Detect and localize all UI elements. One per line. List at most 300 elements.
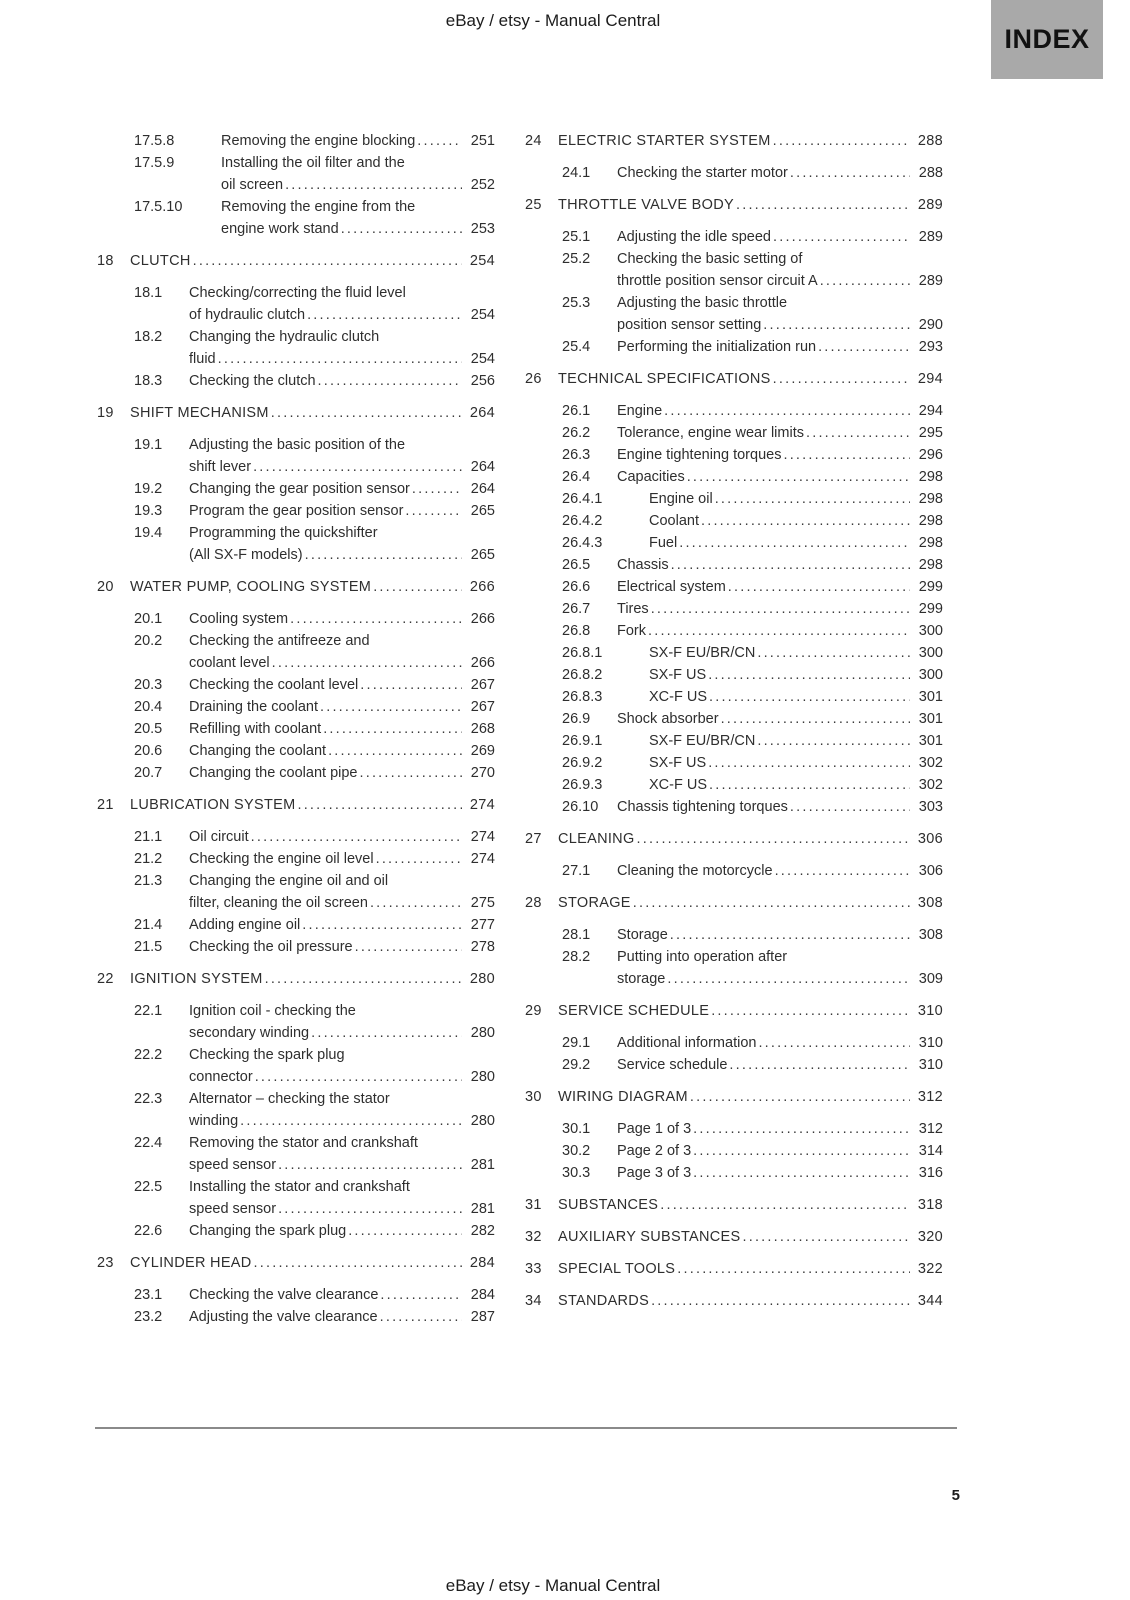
toc-entry-last-line (189, 1022, 495, 1044)
toc-entry-page: 294 (917, 371, 943, 387)
toc-entry-number: 26.2 (562, 425, 591, 441)
toc-entry-body (649, 488, 943, 510)
toc-entry-22-6 (97, 1220, 495, 1242)
toc-entry-page: 267 (470, 677, 495, 693)
dot-leader (806, 422, 910, 444)
toc-entry-number: 22.6 (134, 1223, 163, 1239)
toc-entry-body (617, 248, 943, 292)
index-badge: INDEX (991, 0, 1103, 79)
toc-entry-number: 26.1 (562, 403, 591, 419)
toc-entry-page: 253 (470, 221, 495, 237)
toc-entry-body (617, 226, 943, 248)
toc-entry-body (221, 130, 495, 152)
toc-entry-body (617, 1118, 943, 1140)
toc-entry-title: Cooling system (189, 611, 289, 627)
toc-entry-26-2 (525, 422, 943, 444)
dot-leader (271, 402, 462, 424)
toc-entry-number: 29.2 (562, 1057, 591, 1073)
toc-entry-page: 303 (918, 799, 943, 815)
toc-entry-body (189, 478, 495, 500)
toc-entry-title: Page 3 of 3 (617, 1165, 692, 1181)
toc-entry-title: Adjusting the idle speed (617, 229, 771, 245)
dot-leader (709, 686, 910, 708)
toc-entry-last-line (221, 130, 495, 152)
toc-entry-27-1 (525, 860, 943, 882)
toc-entry-body (221, 152, 495, 196)
toc-entry-26-9 (525, 708, 943, 730)
toc-entry-page: 254 (469, 253, 495, 269)
toc-entry-title: CLEANING (558, 831, 635, 847)
toc-entry-last-line (649, 686, 943, 708)
toc-entry-body (189, 696, 495, 718)
toc-entry-page: 302 (918, 755, 943, 771)
toc-entry-number: 30.1 (562, 1121, 591, 1137)
toc-entry-page: 270 (470, 765, 495, 781)
toc-entry-number: 26.4.2 (562, 513, 603, 529)
toc-entry-body (558, 1258, 943, 1280)
toc-entry-page: 298 (918, 557, 943, 573)
toc-entry-title: THROTTLE VALVE BODY (558, 197, 734, 213)
toc-entry-last-line (617, 162, 943, 184)
toc-entry-body (189, 1000, 495, 1044)
toc-entry-title-line: Alternator – checking the stator (189, 1091, 390, 1107)
toc-entry-body (558, 368, 943, 390)
toc-entry-last-line (617, 860, 943, 882)
toc-entry-title-line: Programming the quickshifter (189, 525, 378, 541)
toc-entry-number: 34 (525, 1293, 542, 1309)
toc-entry-last-line (189, 740, 495, 762)
toc-entry-title: XC-F US (649, 777, 707, 793)
dot-leader (773, 130, 910, 152)
toc-entry-title: Performing the initialization run (617, 339, 817, 355)
toc-entry-23-1 (97, 1284, 495, 1306)
toc-entry-last-line (558, 1226, 943, 1248)
toc-entry-page: 288 (917, 133, 943, 149)
toc-entry-number: 30.3 (562, 1165, 591, 1181)
toc-entry-page: 266 (470, 611, 495, 627)
toc-entry-number: 33 (525, 1261, 542, 1277)
dot-leader (637, 828, 910, 850)
toc-entry-title: Changing the gear position sensor (189, 481, 410, 497)
toc-entry-last-line (617, 422, 943, 444)
toc-entry-number: 21 (97, 797, 114, 813)
toc-chapter-23 (97, 1252, 495, 1274)
toc-entry-page: 278 (470, 939, 495, 955)
toc-entry-page: 316 (918, 1165, 943, 1181)
toc-entry-number: 21.5 (134, 939, 163, 955)
toc-entry-page: 314 (918, 1143, 943, 1159)
toc-chapter-27 (525, 828, 943, 850)
toc-entry-page: 289 (918, 229, 943, 245)
toc-entry-title: Engine tightening torques (617, 447, 782, 463)
toc-entry-title: AUXILIARY SUBSTANCES (558, 1229, 741, 1245)
toc-entry-title: SHIFT MECHANISM (130, 405, 269, 421)
toc-entry-number: 20 (97, 579, 114, 595)
toc-entry-29-1 (525, 1032, 943, 1054)
page-header-title: eBay / etsy - Manual Central (445, 11, 661, 30)
toc-entry-last-line (189, 762, 495, 784)
toc-entry-body (617, 946, 943, 990)
toc-entry-body (649, 642, 943, 664)
dot-leader (255, 1066, 462, 1088)
toc-entry-26-4-3 (525, 532, 943, 554)
toc-entry-25-4 (525, 336, 943, 358)
toc-entry-last-line (617, 554, 943, 576)
dot-leader (763, 314, 910, 336)
toc-entry-number: 20.4 (134, 699, 163, 715)
toc-entry-title: Removing the engine blocking (221, 133, 416, 149)
toc-entry-30-1 (525, 1118, 943, 1140)
toc-entry-last-line (617, 270, 943, 292)
toc-entry-title: Shock absorber (617, 711, 719, 727)
dot-leader (820, 270, 910, 292)
toc-entry-title: connector (189, 1069, 253, 1085)
toc-entry-21-4 (97, 914, 495, 936)
toc-entry-28-2 (525, 946, 943, 990)
toc-entry-body (617, 576, 943, 598)
toc-entry-page: 301 (918, 711, 943, 727)
toc-entry-number: 19.2 (134, 481, 163, 497)
toc-entry-page: 266 (470, 655, 495, 671)
toc-entry-body (189, 936, 495, 958)
dot-leader (818, 336, 910, 358)
dot-leader (370, 892, 462, 914)
toc-entry-number: 30 (525, 1089, 542, 1105)
toc-entry-body (617, 466, 943, 488)
toc-entry-30-2 (525, 1140, 943, 1162)
toc-entry-body (649, 730, 943, 752)
dot-leader (412, 478, 462, 500)
dot-leader (775, 860, 910, 882)
toc-entry-page: 266 (469, 579, 495, 595)
toc-entry-body (130, 968, 495, 990)
toc-entry-number: 22.3 (134, 1091, 163, 1107)
toc-entry-page: 280 (469, 971, 495, 987)
toc-entry-body (189, 870, 495, 914)
toc-entry-last-line (617, 1054, 943, 1076)
toc-entry-page: 306 (918, 863, 943, 879)
toc-chapter-18 (97, 250, 495, 272)
toc-entry-last-line (649, 510, 943, 532)
toc-entry-body (189, 1284, 495, 1306)
toc-entry-body (189, 630, 495, 674)
toc-entry-title-line: Adjusting the basic throttle (617, 295, 788, 311)
toc-entry-title: Changing the spark plug (189, 1223, 347, 1239)
toc-entry-body (558, 1086, 943, 1108)
toc-entry-page: 265 (470, 547, 495, 563)
toc-entry-page: 256 (470, 373, 495, 389)
toc-entry-page: 284 (470, 1287, 495, 1303)
toc-entry-last-line (558, 1290, 943, 1312)
toc-entry-last-line (221, 174, 495, 196)
dot-leader (278, 1198, 462, 1220)
toc-column-right (525, 130, 943, 1322)
toc-entry-page: 299 (918, 579, 943, 595)
dot-leader (360, 762, 463, 784)
dot-leader (651, 1290, 910, 1312)
dot-leader (693, 1118, 910, 1140)
toc-entry-last-line (617, 1140, 943, 1162)
toc-entry-number: 26 (525, 371, 542, 387)
toc-chapter-30 (525, 1086, 943, 1108)
toc-entry-page: 251 (470, 133, 495, 149)
toc-entry-number: 27 (525, 831, 542, 847)
toc-entry-last-line (130, 576, 495, 598)
toc-entry-title-line: Ignition coil - checking the (189, 1003, 356, 1019)
toc-entry-page: 344 (917, 1293, 943, 1309)
toc-entry-body (189, 434, 495, 478)
dot-leader (721, 708, 910, 730)
toc-entry-page: 254 (470, 307, 495, 323)
toc-entry-title: (All SX-F models) (189, 547, 303, 563)
dot-leader (670, 924, 910, 946)
toc-entry-last-line (189, 544, 495, 566)
toc-entry-number: 23.2 (134, 1309, 163, 1325)
toc-entry-last-line (617, 620, 943, 642)
toc-chapter-25 (525, 194, 943, 216)
dot-leader (311, 1022, 462, 1044)
toc-entry-title: STORAGE (558, 895, 631, 911)
toc-entry-body (649, 510, 943, 532)
toc-entry-last-line (189, 456, 495, 478)
toc-entry-page: 290 (918, 317, 943, 333)
toc-entry-title: TECHNICAL SPECIFICATIONS (558, 371, 771, 387)
toc-entry-number: 22.4 (134, 1135, 163, 1151)
toc-entry-number: 30.2 (562, 1143, 591, 1159)
toc-entry-title: Chassis tightening torques (617, 799, 788, 815)
toc-entry-title: speed sensor (189, 1201, 277, 1217)
toc-entry-page: 299 (918, 601, 943, 617)
toc-entry-title: Adjusting the valve clearance (189, 1309, 378, 1325)
toc-entry-number: 21.1 (134, 829, 163, 845)
dot-leader (253, 456, 462, 478)
toc-entry-title: Engine (617, 403, 663, 419)
dot-leader (251, 826, 462, 848)
toc-entry-page: 264 (470, 459, 495, 475)
toc-entry-title: CYLINDER HEAD (130, 1255, 252, 1271)
dot-leader (328, 740, 462, 762)
dot-leader (348, 1220, 462, 1242)
toc-entry-title: storage (617, 971, 666, 987)
toc-entry-last-line (130, 968, 495, 990)
toc-entry-last-line (189, 1154, 495, 1176)
toc-entry-number: 19.4 (134, 525, 163, 541)
toc-entry-page: 298 (918, 513, 943, 529)
toc-entry-last-line (189, 478, 495, 500)
toc-entry-last-line (130, 402, 495, 424)
toc-entry-22-2 (97, 1044, 495, 1088)
toc-entry-last-line (189, 304, 495, 326)
toc-entry-body (189, 608, 495, 630)
toc-entry-body (189, 282, 495, 326)
toc-chapter-34 (525, 1290, 943, 1312)
toc-entry-26-9-3 (525, 774, 943, 796)
toc-entry-number: 25.3 (562, 295, 591, 311)
toc-entry-number: 29.1 (562, 1035, 591, 1051)
dot-leader (265, 968, 462, 990)
toc-entry-26-8 (525, 620, 943, 642)
toc-entry-26-4-2 (525, 510, 943, 532)
dot-leader (376, 848, 462, 870)
toc-entry-20-6 (97, 740, 495, 762)
toc-entry-title: Checking the coolant level (189, 677, 359, 693)
toc-entry-page: 277 (470, 917, 495, 933)
dot-leader (405, 500, 462, 522)
toc-entry-20-3 (97, 674, 495, 696)
toc-entry-title: Cleaning the motorcycle (617, 863, 773, 879)
toc-entry-title: Additional information (617, 1035, 757, 1051)
toc-entry-page: 254 (470, 351, 495, 367)
toc-entry-title: speed sensor (189, 1157, 277, 1173)
toc-entry-last-line (617, 466, 943, 488)
toc-entry-title-line: Putting into operation after (617, 949, 788, 965)
toc-entry-number: 26.4.3 (562, 535, 603, 551)
toc-entry-number: 28 (525, 895, 542, 911)
toc-entry-21-2 (97, 848, 495, 870)
toc-entry-body (189, 674, 495, 696)
toc-entry-title: secondary winding (189, 1025, 310, 1041)
toc-entry-body (558, 1290, 943, 1312)
toc-chapter-22 (97, 968, 495, 990)
dot-leader (679, 532, 910, 554)
toc-entry-number: 26.9 (562, 711, 591, 727)
toc-entry-page: 265 (470, 503, 495, 519)
toc-entry-body (558, 828, 943, 850)
toc-entry-last-line (189, 652, 495, 674)
toc-entry-page: 298 (918, 469, 943, 485)
toc-entry-last-line (558, 368, 943, 390)
toc-entry-number: 25 (525, 197, 542, 213)
toc-entry-title: IGNITION SYSTEM (130, 971, 263, 987)
toc-entry-last-line (189, 1306, 495, 1328)
toc-entry-number: 32 (525, 1229, 542, 1245)
dot-leader (757, 642, 910, 664)
toc-entry-last-line (189, 674, 495, 696)
toc-entry-title: Fuel (649, 535, 678, 551)
toc-entry-body (617, 796, 943, 818)
toc-chapter-19 (97, 402, 495, 424)
toc-entry-body (617, 554, 943, 576)
toc-entry-page: 274 (470, 851, 495, 867)
dot-leader (305, 544, 462, 566)
toc-entry-page: 264 (469, 405, 495, 421)
toc-entry-last-line (649, 488, 943, 510)
toc-entry-title-line: Checking the basic setting of (617, 251, 803, 267)
toc-entry-title-line: Removing the engine from the (221, 199, 416, 215)
toc-entry-17-5-9 (97, 152, 495, 196)
toc-entry-title: STANDARDS (558, 1293, 650, 1309)
toc-entry-title-line: Checking the spark plug (189, 1047, 345, 1063)
toc-entry-18-2 (97, 326, 495, 370)
toc-entry-body (617, 336, 943, 358)
toc-entry-last-line (649, 664, 943, 686)
toc-entry-number: 17.5.8 (134, 133, 175, 149)
toc-entry-title: CLUTCH (130, 253, 191, 269)
toc-entry-number: 24 (525, 133, 542, 149)
toc-entry-number: 21.2 (134, 851, 163, 867)
toc-entry-26-4 (525, 466, 943, 488)
toc-entry-body (617, 162, 943, 184)
dot-leader (790, 796, 910, 818)
toc-entry-body (617, 292, 943, 336)
toc-entry-number: 22.1 (134, 1003, 163, 1019)
dot-leader (758, 1032, 910, 1054)
toc-entry-title: WATER PUMP, COOLING SYSTEM (130, 579, 372, 595)
toc-entry-body (617, 400, 943, 422)
toc-entry-number: 26.4 (562, 469, 591, 485)
toc-entry-last-line (189, 718, 495, 740)
toc-entry-title: Program the gear position sensor (189, 503, 404, 519)
toc-entry-page: 267 (470, 699, 495, 715)
toc-entry-page: 300 (918, 667, 943, 683)
dot-leader (320, 696, 462, 718)
toc-entry-20-2 (97, 630, 495, 674)
toc-entry-page: 294 (918, 403, 943, 419)
toc-entry-page: 275 (470, 895, 495, 911)
toc-entry-title: SPECIAL TOOLS (558, 1261, 676, 1277)
dot-leader (671, 554, 910, 576)
toc-entry-body (189, 762, 495, 784)
toc-entry-title: SUBSTANCES (558, 1197, 659, 1213)
dot-leader (742, 1226, 910, 1248)
toc-entry-title: Checking the oil pressure (189, 939, 353, 955)
toc-entry-29-2 (525, 1054, 943, 1076)
dot-leader (417, 130, 462, 152)
toc-entry-body (558, 130, 943, 152)
toc-entry-last-line (189, 892, 495, 914)
toc-entry-last-line (617, 314, 943, 336)
toc-entry-last-line (617, 796, 943, 818)
toc-entry-body (617, 598, 943, 620)
toc-entry-last-line (649, 642, 943, 664)
toc-entry-body (649, 686, 943, 708)
toc-entry-body (617, 860, 943, 882)
toc-entry-26-4-1 (525, 488, 943, 510)
toc-entry-title-line: Installing the oil filter and the (221, 155, 405, 171)
toc-entry-number: 26.10 (562, 799, 599, 815)
toc-entry-body (558, 892, 943, 914)
dot-leader (360, 674, 462, 696)
toc-entry-page: 284 (469, 1255, 495, 1271)
toc-entry-18-3 (97, 370, 495, 392)
toc-entry-20-5 (97, 718, 495, 740)
toc-entry-title: Storage (617, 927, 668, 943)
toc-entry-title: Coolant (649, 513, 699, 529)
toc-entry-number: 17.5.9 (134, 155, 175, 171)
toc-entry-number: 17.5.10 (134, 199, 183, 215)
toc-entry-title: of hydraulic clutch (189, 307, 306, 323)
toc-chapter-29 (525, 1000, 943, 1022)
dot-leader (240, 1110, 462, 1132)
dot-leader (667, 968, 910, 990)
toc-entry-number: 18.3 (134, 373, 163, 389)
toc-chapter-20 (97, 576, 495, 598)
toc-entry-title: coolant level (189, 655, 270, 671)
toc-entry-last-line (189, 936, 495, 958)
toc-entry-body (130, 402, 495, 424)
dot-leader (677, 1258, 910, 1280)
toc-entry-26-6 (525, 576, 943, 598)
dot-leader (302, 914, 462, 936)
footer-divider (95, 1427, 957, 1429)
toc-entry-last-line (221, 218, 495, 240)
toc-entry-body (617, 1032, 943, 1054)
toc-entry-title: SX-F EU/BR/CN (649, 733, 756, 749)
toc-entry-last-line (617, 576, 943, 598)
toc-entry-last-line (189, 914, 495, 936)
toc-entry-22-1 (97, 1000, 495, 1044)
dot-leader (373, 576, 462, 598)
